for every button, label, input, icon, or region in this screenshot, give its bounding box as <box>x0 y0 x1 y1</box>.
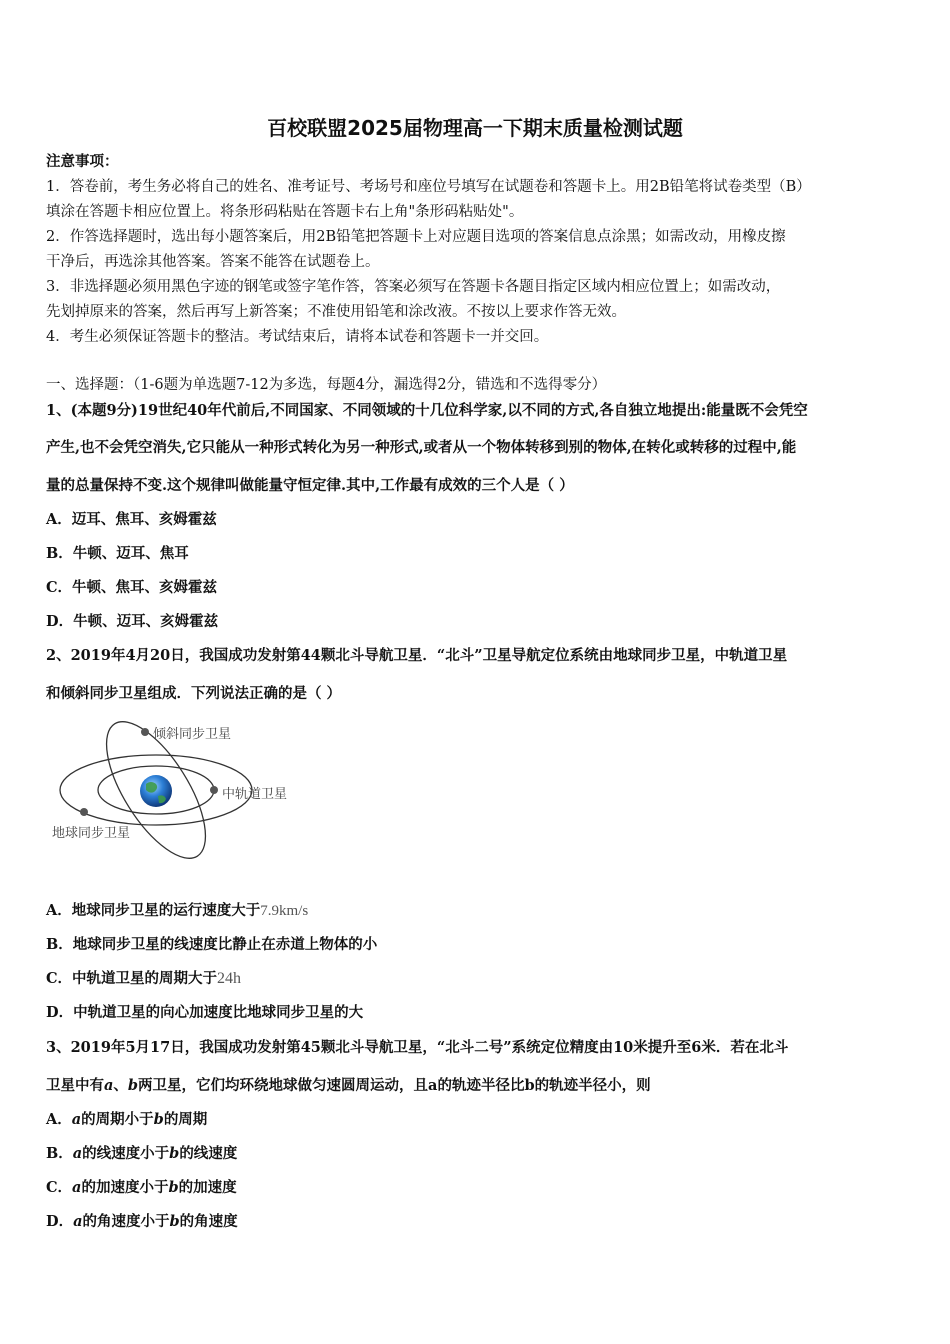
q3-option-d <box>46 1212 908 1232</box>
q2-option-d: D．中轨道卫星的向心加速度比地球同步卫星的大 <box>46 1004 364 1021</box>
label-inclined-satellite: 倾斜同步卫星 <box>153 727 232 742</box>
q3-stem-line-2-pre: 卫星中有 <box>46 1077 104 1094</box>
q3-option-d-mid: 的角速度小于 <box>82 1213 170 1230</box>
q1-option-d: D．牛顿、迈耳、亥姆霍兹 <box>46 613 219 630</box>
q3-option-c-end: 的加速度 <box>178 1179 237 1196</box>
q3-stem-line-2 <box>46 1076 908 1096</box>
q3-option-d-end: 的角速度 <box>179 1213 238 1230</box>
q3-option-c-var-b: b <box>168 1179 179 1196</box>
q3-option-a-end: 的周期 <box>163 1111 208 1128</box>
q3-stem-line-2-post: 两卫星，它们均环绕地球做匀速圆周运动，且a的轨迹半径比b的轨迹半径小，则 <box>138 1077 651 1094</box>
geo-satellite-dot <box>80 808 88 816</box>
q3-option-d-var-a: a <box>73 1213 83 1230</box>
q2-option-c-unit: 24h <box>217 970 242 987</box>
q3-option-c-var-a: a <box>72 1179 82 1196</box>
q3-option-b-end: 的线速度 <box>179 1145 238 1162</box>
q1-option-c: C．牛顿、焦耳、亥姆霍兹 <box>46 579 218 596</box>
label-medium-satellite: 中轨道卫星 <box>222 787 288 802</box>
q3-option-a-var-a: a <box>71 1111 82 1128</box>
q2-option-a-unit: 7.9km/s <box>260 903 309 919</box>
q3-stem-sep: 、 <box>113 1077 128 1094</box>
notice-line-4: 干净后，再选涂其他答案。答案不能答在试题卷上。 <box>46 254 380 270</box>
earth-icon <box>140 775 172 807</box>
notice-line-6: 先划掉原来的答案，然后再写上新答案；不准使用铅笔和涂改液。不按以上要求作答无效。 <box>46 304 626 320</box>
satellite-orbit-diagram <box>46 716 316 866</box>
q3-option-c <box>46 1178 908 1198</box>
q3-var-a: a <box>104 1077 114 1094</box>
q3-option-a-label: A． <box>46 1111 72 1128</box>
q3-option-b <box>46 1144 908 1164</box>
q3-option-b-var-b: b <box>169 1145 180 1162</box>
q1-stem-line-3: 量的总量保持不变.这个规律叫做能量守恒定律.其中,工作最有成效的三个人是（ ） <box>46 477 574 494</box>
q3-option-d-var-b: b <box>169 1213 180 1230</box>
q3-stem-line-1: 3、2019年5月17日，我国成功发射第45颗北斗导航卫星，“北斗二号”系统定位精度由10米提升至6米．若在北斗 <box>46 1039 789 1056</box>
page-title: 百校联盟2025届物理高一下期末质量检测试题 <box>267 116 683 140</box>
q1-stem-line-2: 产生,也不会凭空消失,它只能从一种形式转化为另一种形式,或者从一个物体转移到别的物体,在转化或转移的过程中,能 <box>46 439 797 456</box>
notice-line-7: 4．考生必须保证答题卡的整洁。考试结束后，请将本试卷和答题卡一并交回。 <box>46 329 549 345</box>
q2-option-c-text: C．中轨道卫星的周期大于 <box>46 970 218 987</box>
q2-option-a <box>46 901 908 921</box>
q2-option-b: B．地球同步卫星的线速度比静止在赤道上物体的小 <box>46 936 378 953</box>
q3-option-a-mid: 的周期小于 <box>81 1111 154 1128</box>
q2-option-c <box>46 969 908 989</box>
notice-line-2: 填涂在答题卡相应位置上。将条形码粘贴在答题卡右上角"条形码粘贴处"。 <box>46 204 524 220</box>
inclined-satellite-dot <box>141 728 149 736</box>
q1-option-b: B．牛顿、迈耳、焦耳 <box>46 545 189 562</box>
q2-stem-line-2: 和倾斜同步卫星组成．下列说法正确的是（ ） <box>46 685 342 702</box>
medium-satellite-dot <box>210 786 218 794</box>
label-geo-satellite: 地球同步卫星 <box>52 826 131 841</box>
q3-option-b-label: B． <box>46 1145 73 1162</box>
notice-line-5: 3．非选择题必须用黑色字迹的钢笔或签字笔作答，答案必须写在答题卡各题目指定区域内相应位置上；如需改动， <box>46 279 781 295</box>
q1-option-a: A．迈耳、焦耳、亥姆霍兹 <box>46 511 217 528</box>
q3-option-a-var-b: b <box>153 1111 164 1128</box>
notice-heading: 注意事项： <box>46 153 119 170</box>
q2-stem-line-1: 2、2019年4月20日，我国成功发射第44颗北斗导航卫星．“北斗”卫星导航定位系统由地球同步卫星，中轨道卫星 <box>46 647 788 664</box>
q1-stem-line-1: 1、(本题9分)19世纪40年代前后,不同国家、不同领域的十几位科学家,以不同的方式,各自独立地提出:能量既不会凭空 <box>46 402 808 419</box>
q3-var-b: b <box>127 1077 139 1094</box>
section-heading: 一、选择题：（1-6题为单选题7-12为多选，每题4分，漏选得2分，错选和不选得零分） <box>46 377 607 393</box>
q3-option-c-mid: 的加速度小于 <box>81 1179 169 1196</box>
q3-option-c-label: C． <box>46 1179 73 1196</box>
q3-option-b-mid: 的线速度小于 <box>82 1145 170 1162</box>
notice-line-3: 2．作答选择题时，选出每小题答案后，用2B铅笔把答题卡上对应题目选项的答案信息点涂黑；如需改动，用橡皮擦 <box>46 229 786 245</box>
q3-option-a <box>46 1110 908 1130</box>
q3-option-d-label: D． <box>46 1213 74 1230</box>
q3-option-b-var-a: a <box>72 1145 83 1162</box>
notice-line-1: 1．答卷前，考生务必将自己的姓名、准考证号、考场号和座位号填写在试题卷和答题卡上。用2B铅笔将试卷类型（B） <box>46 179 811 195</box>
q2-option-a-text: A．地球同步卫星的运行速度大于 <box>46 902 261 919</box>
